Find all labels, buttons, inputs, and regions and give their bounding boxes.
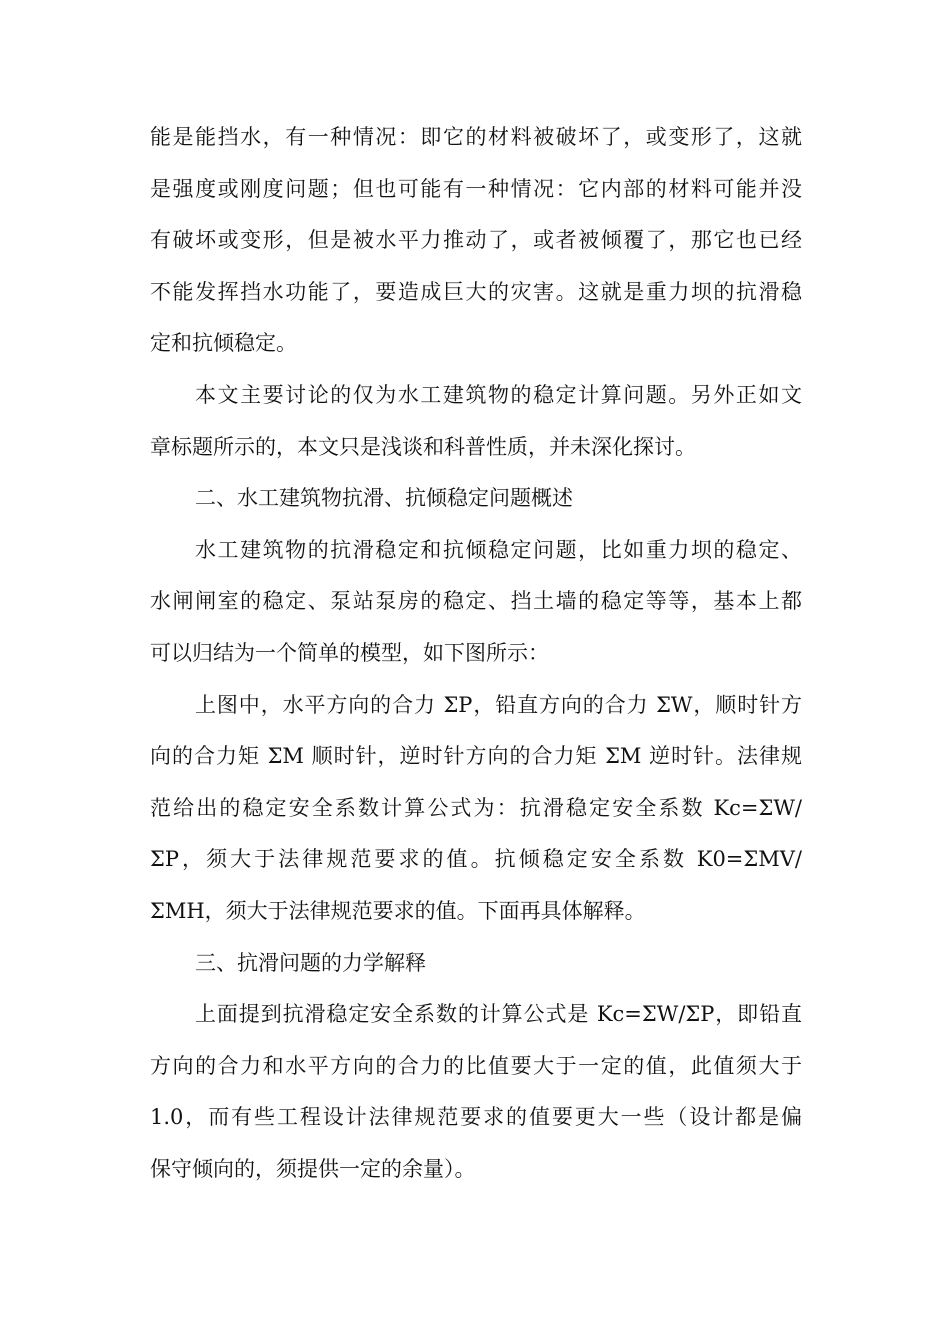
text-line: 本文主要讨论的仅为水工建筑物的稳定计算问题。另外正如文	[195, 382, 802, 407]
text-line: 章标题所示的，本文只是浅谈和科普性质，并未深化探讨。	[150, 434, 696, 459]
text-line: 水工建筑物的抗滑稳定和抗倾稳定问题，比如重力坝的稳定、	[195, 537, 802, 562]
paragraph-stability-model	[150, 525, 802, 680]
text-line: 保守倾向的，须提供一定的余量）。	[150, 1156, 476, 1181]
text-line: 不能发挥挡水功能了，要造成巨大的灾害。这就是重力坝的抗滑稳	[150, 279, 802, 304]
paragraph-safety-factor-formulas	[150, 680, 802, 938]
text-line: 是强度或刚度问题；但也可能有一种情况：它内部的材料可能并没	[150, 176, 802, 201]
text-line: 方向的合力和水平方向的合力的比值要大于一定的值，此值须大于	[150, 1053, 802, 1078]
text-line: 上面提到抗滑稳定安全系数的计算公式是 Kc=ΣW/ΣP，即铅直	[195, 1002, 802, 1027]
text-line: 定和抗倾稳定。	[150, 331, 297, 356]
section-heading-2	[150, 473, 802, 525]
text-line: 有破坏或变形，但是被水平力推动了，或者被倾覆了，那它也已经	[150, 228, 802, 253]
text-line: ΣMH，须大于法律规范要求的值。下面再具体解释。	[150, 898, 646, 923]
section-heading-text: 三、抗滑问题的力学解释	[195, 950, 426, 975]
paragraph-anti-sliding-explanation	[150, 989, 802, 1195]
text-line: 向的合力矩 ΣM 顺时针，逆时针方向的合力矩 ΣM 逆时针。法律规	[150, 744, 802, 769]
text-line: ΣP，须大于法律规范要求的值。抗倾稳定安全系数 K0=ΣMV/	[150, 847, 802, 872]
text-line: 1.0，而有些工程设计法律规范要求的值要更大一些（设计都是偏	[150, 1105, 802, 1130]
text-line: 范给出的稳定安全系数计算公式为：抗滑稳定安全系数 Kc=ΣW/	[150, 795, 802, 820]
section-heading-text: 二、水工建筑物抗滑、抗倾稳定问题概述	[195, 486, 573, 511]
paragraph-article-scope	[150, 370, 802, 473]
text-line: 上图中，水平方向的合力 ΣP，铅直方向的合力 ΣW，顺时针方	[195, 692, 802, 717]
text-line: 水闸闸室的稳定、泵站泵房的稳定、挡土墙的稳定等等，基本上都	[150, 589, 802, 614]
document-body	[150, 112, 802, 1195]
paragraph-dam-stability-intro	[150, 112, 802, 370]
text-line: 可以归结为一个简单的模型，如下图所示：	[150, 640, 549, 665]
section-heading-3	[150, 938, 802, 990]
text-line: 能是能挡水，有一种情况：即它的材料被破坏了，或变形了，这就	[150, 125, 802, 149]
